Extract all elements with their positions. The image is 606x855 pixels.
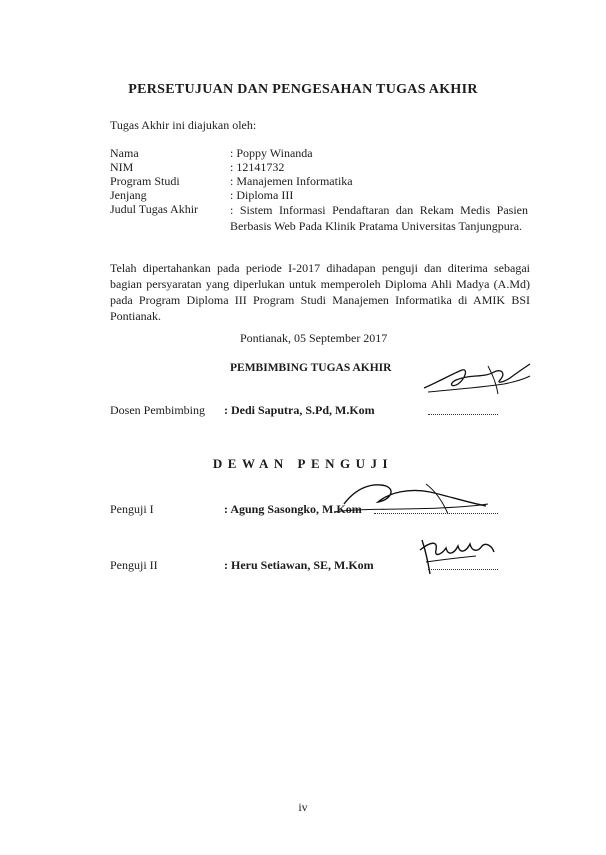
field-label-judul: Judul Tugas Akhir: [110, 202, 199, 216]
page-number: iv: [298, 800, 308, 814]
pembimbing-heading: PEMBIMBING TUGAS AKHIR: [230, 362, 392, 374]
penguji-2-name: : Heru Setiawan, SE, M.Kom: [224, 558, 374, 572]
pembimbing-name: : Dedi Saputra, S.Pd, M.Kom: [224, 403, 375, 417]
field-label-nama: Nama: [110, 146, 139, 160]
field-value-program-studi: : Manajemen Informatika: [230, 174, 353, 188]
penguji-1-name: : Agung Sasongko, M.Kom: [224, 502, 362, 516]
signature-line-pembimbing: [428, 414, 498, 415]
intro-text: Tugas Akhir ini diajukan oleh:: [110, 118, 257, 132]
signature-penguji-2: [416, 532, 498, 578]
approval-paragraph: Telah dipertahankan pada periode I-2017 dihadapan penguji dan diterima sebagai bagian persyaratan yang diperlukan untuk memperoleh Diploma Ahli Madya (A.Md) pada Program Diploma III Program Studi Manajemen Informatika di AMIK BSI Pontianak.: [110, 261, 530, 323]
signature-pembimbing: [418, 360, 533, 400]
field-label-jenjang: Jenjang: [110, 188, 147, 202]
penguji-1-label: Penguji I: [110, 502, 154, 516]
field-value-nim: : 12141732: [230, 160, 285, 174]
penguji-2-label: Penguji II: [110, 558, 158, 572]
place-date: Pontianak, 05 September 2017: [240, 331, 388, 345]
field-value-judul: : Sistem Informasi Pendaftaran dan Rekam Medis Pasien Berbasis Web Pada Klinik Pratama Universitas Tanjungpura.: [230, 203, 528, 233]
signature-line-penguji-1: [374, 513, 498, 514]
pembimbing-label: Dosen Pembimbing: [110, 403, 205, 417]
document-title: PERSETUJUAN DAN PENGESAHAN TUGAS AKHIR: [128, 82, 478, 97]
field-label-nim: NIM: [110, 160, 134, 174]
field-value-jenjang: : Diploma III: [230, 188, 294, 202]
field-value-nama: : Poppy Winanda: [230, 146, 313, 160]
dewan-penguji-heading: DEWAN PENGUJI: [212, 456, 394, 471]
signature-line-penguji-2: [428, 569, 498, 570]
field-label-program-studi: Program Studi: [110, 174, 180, 188]
